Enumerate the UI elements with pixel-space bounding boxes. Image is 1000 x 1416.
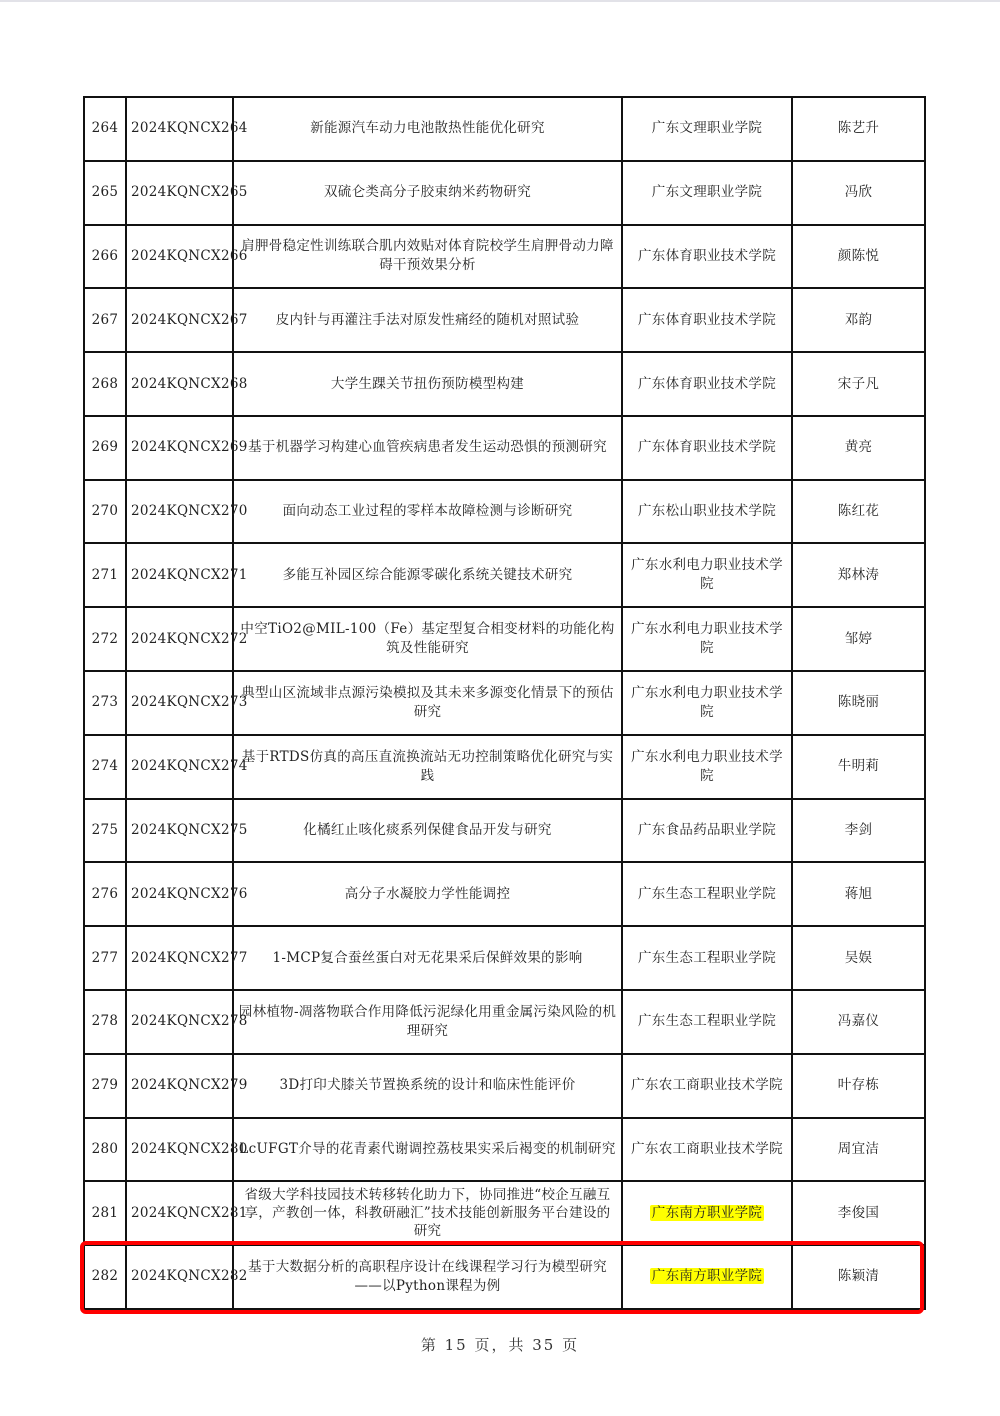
project-code: 2024KQNCX282 xyxy=(126,1245,233,1309)
project-code: 2024KQNCX266 xyxy=(126,225,233,289)
project-code: 2024KQNCX273 xyxy=(126,671,233,735)
project-code: 2024KQNCX277 xyxy=(126,926,233,990)
highlighted-school-name: 广东南方职业学院 xyxy=(651,1204,763,1221)
project-title: 省级大学科技园技术转移转化助力下，协同推进“校企互融互享，产教创一体，科教研融汇”技术技能创新服务平台建设的研究 xyxy=(233,1181,622,1245)
project-leader: 蒋旭 xyxy=(792,862,925,926)
project-leader: 陈艺升 xyxy=(792,97,925,161)
table-row xyxy=(84,161,925,225)
table-row xyxy=(84,990,925,1054)
row-number: 270 xyxy=(84,480,126,544)
project-code: 2024KQNCX271 xyxy=(126,543,233,607)
project-title: 3D打印犬膝关节置换系统的设计和临床性能评价 xyxy=(233,1054,622,1118)
project-title: 1-MCP复合蚕丝蛋白对无花果采后保鲜效果的影响 xyxy=(233,926,622,990)
row-number: 264 xyxy=(84,97,126,161)
school-name: 广东体育职业技术学院 xyxy=(622,225,792,289)
project-title: 基于大数据分析的高职程序设计在线课程学习行为模型研究——以Python课程为例 xyxy=(233,1245,622,1309)
school-name: 广东农工商职业技术学院 xyxy=(622,1118,792,1182)
school-name: 广东文理职业学院 xyxy=(622,97,792,161)
page-footer: 第 15 页，共 35 页 xyxy=(420,1336,580,1354)
school-name: 广东体育职业技术学院 xyxy=(622,352,792,416)
project-leader: 黄亮 xyxy=(792,416,925,480)
project-code: 2024KQNCX269 xyxy=(126,416,233,480)
row-number: 268 xyxy=(84,352,126,416)
row-number: 274 xyxy=(84,735,126,799)
row-number: 265 xyxy=(84,161,126,225)
project-title: 新能源汽车动力电池散热性能优化研究 xyxy=(233,97,622,161)
row-number: 266 xyxy=(84,225,126,289)
table-row xyxy=(84,97,925,161)
project-leader: 冯欣 xyxy=(792,161,925,225)
row-number: 269 xyxy=(84,416,126,480)
project-leader: 陈红花 xyxy=(792,480,925,544)
table-row xyxy=(84,288,925,352)
project-code: 2024KQNCX275 xyxy=(126,799,233,863)
project-leader: 李俊国 xyxy=(792,1181,925,1245)
school-name: 广东食品药品职业学院 xyxy=(622,799,792,863)
school-name: 广东农工商职业技术学院 xyxy=(622,1054,792,1118)
project-code: 2024KQNCX267 xyxy=(126,288,233,352)
row-number: 281 xyxy=(84,1181,126,1245)
row-number: 282 xyxy=(84,1245,126,1309)
project-code: 2024KQNCX279 xyxy=(126,1054,233,1118)
project-code: 2024KQNCX272 xyxy=(126,607,233,671)
school-name: 广东水利电力职业技术学院 xyxy=(622,735,792,799)
project-title: 基于机器学习构建心血管疾病患者发生运动恐惧的预测研究 xyxy=(233,416,622,480)
project-leader: 邹婷 xyxy=(792,607,925,671)
table-row xyxy=(84,225,925,289)
row-number: 273 xyxy=(84,671,126,735)
project-code: 2024KQNCX270 xyxy=(126,480,233,544)
school-name xyxy=(622,1181,792,1245)
project-leader: 陈颖清 xyxy=(792,1245,925,1309)
row-number: 279 xyxy=(84,1054,126,1118)
project-code: 2024KQNCX281 xyxy=(126,1181,233,1245)
row-number: 277 xyxy=(84,926,126,990)
school-name: 广东体育职业技术学院 xyxy=(622,288,792,352)
table-row xyxy=(84,543,925,607)
project-leader: 李剑 xyxy=(792,799,925,863)
project-leader: 冯嘉仪 xyxy=(792,990,925,1054)
row-number: 278 xyxy=(84,990,126,1054)
project-code: 2024KQNCX280 xyxy=(126,1118,233,1182)
school-name: 广东水利电力职业技术学院 xyxy=(622,671,792,735)
project-title: LcUFGT介导的花青素代谢调控荔枝果实采后褐变的机制研究 xyxy=(233,1118,622,1182)
table-row xyxy=(84,480,925,544)
project-leader: 陈晓丽 xyxy=(792,671,925,735)
project-code: 2024KQNCX264 xyxy=(126,97,233,161)
row-number: 267 xyxy=(84,288,126,352)
project-leader: 邓韵 xyxy=(792,288,925,352)
table-row xyxy=(84,1181,925,1245)
project-leader: 牛明莉 xyxy=(792,735,925,799)
school-name: 广东文理职业学院 xyxy=(622,161,792,225)
project-title: 中空TiO2@MIL-100（Fe）基定型复合相变材料的功能化构筑及性能研究 xyxy=(233,607,622,671)
project-title: 多能互补园区综合能源零碳化系统关键技术研究 xyxy=(233,543,622,607)
project-code: 2024KQNCX278 xyxy=(126,990,233,1054)
row-number: 280 xyxy=(84,1118,126,1182)
project-code: 2024KQNCX265 xyxy=(126,161,233,225)
table-row xyxy=(84,1118,925,1182)
project-title: 皮内针与再灌注手法对原发性痛经的随机对照试验 xyxy=(233,288,622,352)
project-title: 基于RTDS仿真的高压直流换流站无功控制策略优化研究与实践 xyxy=(233,735,622,799)
project-leader: 周宜洁 xyxy=(792,1118,925,1182)
table-row xyxy=(84,862,925,926)
project-title: 双硫仑类高分子胶束纳米药物研究 xyxy=(233,161,622,225)
school-name xyxy=(622,1245,792,1309)
project-leader: 郑林涛 xyxy=(792,543,925,607)
project-title: 肩胛骨稳定性训练联合肌内效贴对体育院校学生肩胛骨动力障碍干预效果分析 xyxy=(233,225,622,289)
project-code: 2024KQNCX274 xyxy=(126,735,233,799)
school-name: 广东生态工程职业学院 xyxy=(622,990,792,1054)
project-title: 园林植物-凋落物联合作用降低污泥绿化用重金属污染风险的机理研究 xyxy=(233,990,622,1054)
page-top-edge xyxy=(0,0,1000,2)
table-row-boxed xyxy=(84,1245,925,1309)
school-name: 广东水利电力职业技术学院 xyxy=(622,543,792,607)
school-name: 广东生态工程职业学院 xyxy=(622,926,792,990)
table-row xyxy=(84,607,925,671)
table-row xyxy=(84,799,925,863)
project-title: 典型山区流域非点源污染模拟及其未来多源变化情景下的预估研究 xyxy=(233,671,622,735)
project-leader: 吴娱 xyxy=(792,926,925,990)
project-table xyxy=(83,96,926,1310)
school-name: 广东松山职业技术学院 xyxy=(622,480,792,544)
project-code: 2024KQNCX268 xyxy=(126,352,233,416)
highlighted-school-name: 广东南方职业学院 xyxy=(651,1268,763,1285)
table-row xyxy=(84,1054,925,1118)
table-row xyxy=(84,352,925,416)
row-number: 272 xyxy=(84,607,126,671)
row-number: 275 xyxy=(84,799,126,863)
table-row xyxy=(84,416,925,480)
row-number: 276 xyxy=(84,862,126,926)
project-code: 2024KQNCX276 xyxy=(126,862,233,926)
project-title: 大学生踝关节扭伤预防模型构建 xyxy=(233,352,622,416)
school-name: 广东生态工程职业学院 xyxy=(622,862,792,926)
table-row xyxy=(84,926,925,990)
project-title: 高分子水凝胶力学性能调控 xyxy=(233,862,622,926)
project-title: 化橘红止咳化痰系列保健食品开发与研究 xyxy=(233,799,622,863)
row-number: 271 xyxy=(84,543,126,607)
project-leader: 叶存栋 xyxy=(792,1054,925,1118)
project-title: 面向动态工业过程的零样本故障检测与诊断研究 xyxy=(233,480,622,544)
school-name: 广东水利电力职业技术学院 xyxy=(622,607,792,671)
school-name: 广东体育职业技术学院 xyxy=(622,416,792,480)
table-row xyxy=(84,735,925,799)
project-leader: 宋子凡 xyxy=(792,352,925,416)
project-leader: 颜陈悦 xyxy=(792,225,925,289)
table-row xyxy=(84,671,925,735)
